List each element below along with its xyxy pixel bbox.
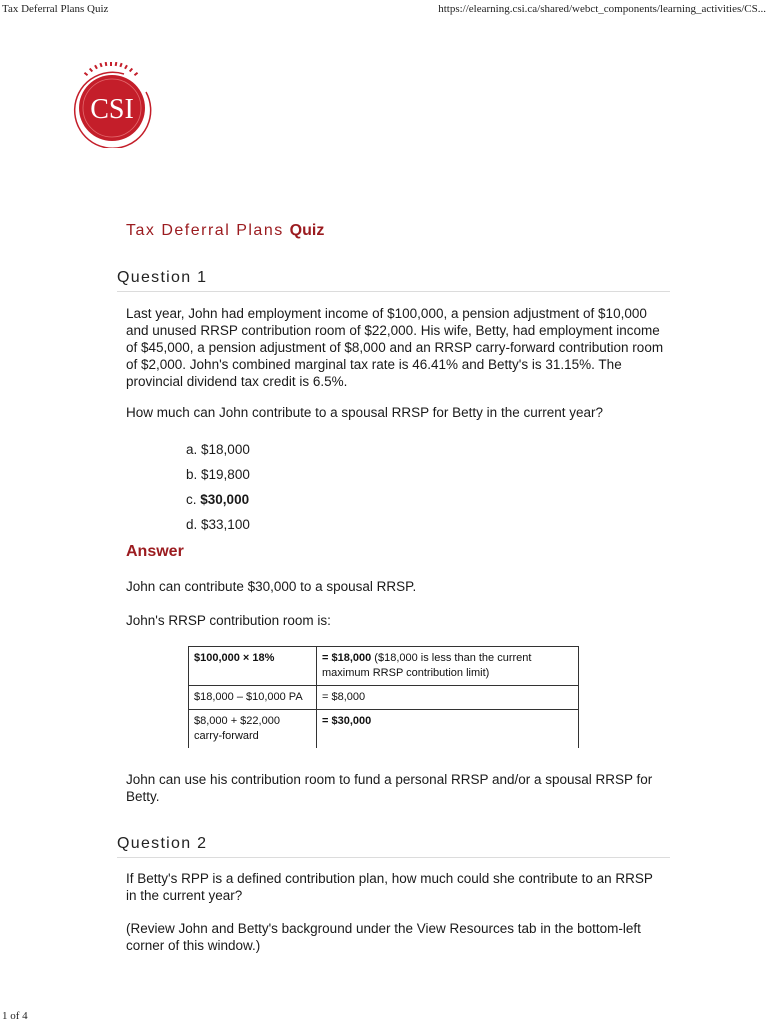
- print-header-title: Tax Deferral Plans Quiz: [2, 3, 109, 15]
- table-cell: = $30,000: [317, 710, 579, 749]
- question-1-scenario: Last year, John had employment income of $100,000, a pension adjustment of $10,000 and unused RRSP contribution room of $22,000. His wife, Betty, had employment income of $45,000, a pension adjustment of $8,000 and an RRSP carry-forward contribution room of $2,000. John's combined marginal tax rate is 46.41% and Betty's is 31.15%. The provincial dividend tax credit is 6.5%.: [126, 306, 664, 389]
- question-1-heading: Question 1: [117, 269, 670, 292]
- question-2-note: (Review John and Betty's background under the View Resources tab in the bottom-left corner of this window.): [126, 921, 641, 953]
- quiz-title-bold: Quiz: [289, 222, 325, 239]
- table-cell: = $18,000 ($18,000 is less than the current maximum RRSP contribution limit): [317, 647, 579, 686]
- answer-line-1: John can contribute $30,000 to a spousal RRSP.: [126, 579, 417, 594]
- question-2-text: If Betty's RPP is a defined contribution plan, how much could she contribute to an RRSP in the current year?: [126, 871, 653, 903]
- question-1-prompt: How much can John contribute to a spousal RRSP for Betty in the current year?: [126, 405, 603, 420]
- table-row: [189, 647, 579, 686]
- option-value: $33,100: [201, 517, 250, 532]
- quiz-title: [126, 222, 324, 240]
- answer-heading: Answer: [126, 543, 184, 560]
- option-d: [186, 512, 250, 537]
- csi-logo: [64, 62, 160, 148]
- option-c: [186, 487, 250, 512]
- table-cell: = $8,000: [317, 686, 579, 710]
- option-value-correct: $30,000: [200, 492, 250, 507]
- page-number: 1 of 4: [2, 1010, 28, 1022]
- answer-options: [186, 437, 250, 537]
- table-row: [189, 710, 579, 749]
- option-value: $19,800: [201, 467, 250, 482]
- table-cell: $100,000 × 18%: [189, 647, 317, 686]
- contribution-room-table: [188, 646, 579, 748]
- table-row: [189, 686, 579, 710]
- table-cell: $8,000 + $22,000 carry-forward: [189, 710, 317, 749]
- question-2-heading: Question 2: [117, 835, 670, 858]
- option-a: [186, 437, 250, 462]
- answer-conclusion: John can use his contribution room to fund a personal RRSP and/or a spousal RRSP for Betty.: [126, 772, 653, 804]
- answer-line-2: John's RRSP contribution room is:: [126, 613, 331, 628]
- table-cell: $18,000 – $10,000 PA: [189, 686, 317, 710]
- option-letter: d.: [186, 517, 198, 532]
- print-header: [0, 0, 768, 20]
- option-letter: a.: [186, 442, 198, 457]
- logo-text: CSI: [90, 94, 134, 125]
- option-letter: b.: [186, 467, 198, 482]
- option-letter: c.: [186, 492, 197, 507]
- print-header-url: https://elearning.csi.ca/shared/webct_components/learning_activities/CS...: [438, 3, 766, 15]
- quiz-title-normal: Tax Deferral Plans: [126, 222, 290, 239]
- option-b: [186, 462, 250, 487]
- option-value: $18,000: [201, 442, 250, 457]
